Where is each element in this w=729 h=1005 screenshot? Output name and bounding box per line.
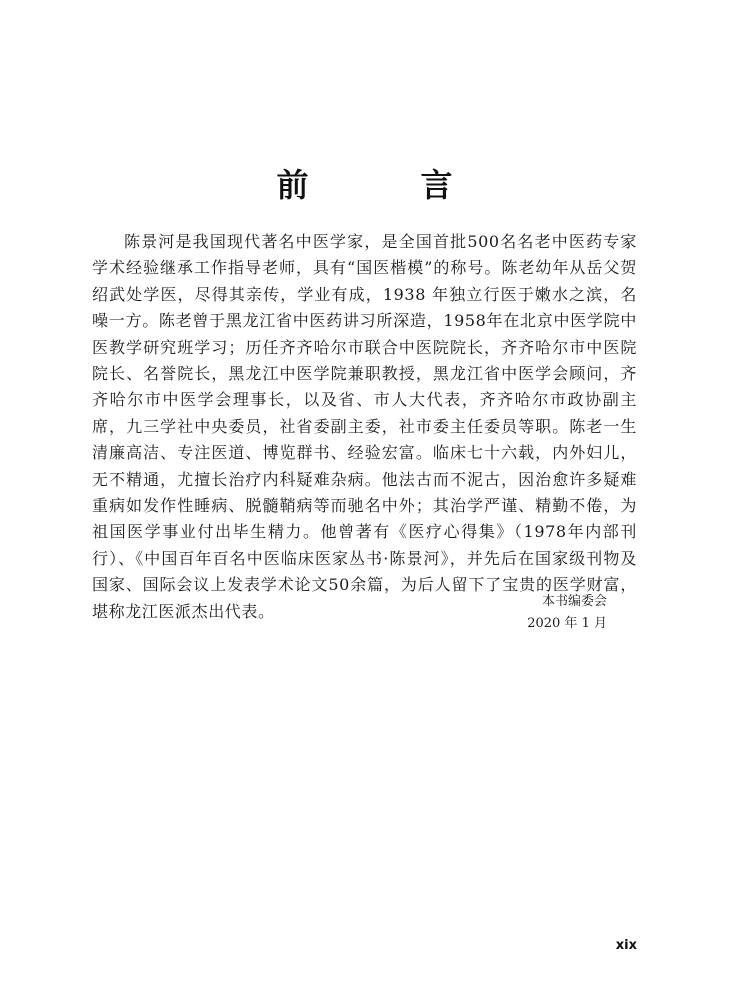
signature-editorial-board: 本书编委会 bbox=[541, 594, 607, 609]
signature-date: 2020 年 1 月 bbox=[527, 616, 607, 631]
page-title: 前 言 bbox=[276, 166, 493, 204]
page-number: xix bbox=[615, 938, 637, 953]
preface-paragraph: 陈景河是我国现代著名中医学家，是全国首批500名名老中医药专家学术经验继承工作指导老师，具有“国医楷模”的称号。陈老幼年从岳父贺绍武处学医，尽得其亲传，学业有成，1938 年独立行医于嫩水之滨，名噪一方。陈老曾于黑龙江省中医药讲习所深造，1958年在北京中医学院中医教学研究班学习；历任齐齐哈尔市联合中医院院长，齐齐哈尔市中医院院长、名誉院长，黑龙江中医学院兼职教授，黑龙江省中医学会顾问，齐齐哈尔市中医学会理事长，以及省、市人大代表，齐齐哈尔市政协副主席，九三学社中央委员，社省委副主委，社市委主任委员等职。陈老一生清廉高洁、专注医道、博览群书、经验宏富。临床七十六载，内外妇儿，无不精通，尤擅长治疗内科疑难杂病。他法古而不泥古，因治愈许多疑难重病如发作性睡病、脱髓鞘病等而驰名中外；其治学严谨、精勤不倦，为祖国医学事业付出毕生精力。他曾著有《医疗心得集》（1978年内部刊行）、《中国百年百名中医临床医家丛书·陈景河》，并先后在国家级刊物及国家、国际会议上发表学术论文50余篇，为后人留下了宝贵的医学财富，堪称龙江医派杰出代表。 bbox=[92, 232, 637, 621]
